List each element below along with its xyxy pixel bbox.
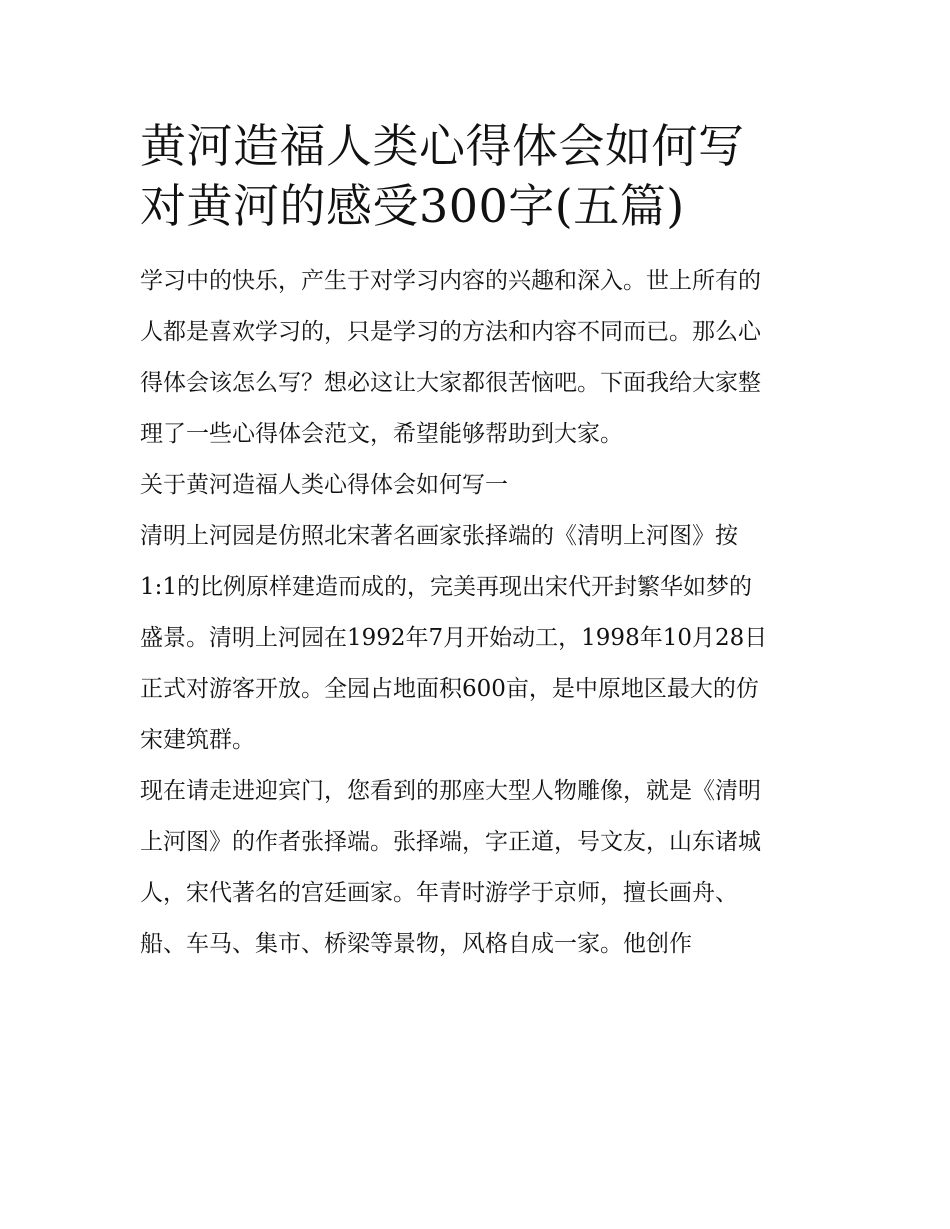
- text-line: 关于黄河造福人类心得体会如何写一: [140, 472, 508, 498]
- text-line: 宋建筑群。: [140, 727, 255, 753]
- title-line: 对黄河的感受300字(五篇): [140, 179, 685, 233]
- text-line: 现在请走进迎宾门，您看到的那座大型人物雕像，就是《清明: [140, 778, 761, 804]
- text-line: 船、车马、集市、桥梁等景物，风格自成一家。他创作: [140, 931, 692, 957]
- text-line: 理了一些心得体会范文，希望能够帮助到大家。: [140, 421, 623, 447]
- text-line: 清明上河园是仿照北宋著名画家张择端的《清明上河图》按: [140, 523, 738, 549]
- text-line: 人，宋代著名的宫廷画家。年青时游学于京师，擅长画舟、: [140, 880, 738, 906]
- paragraph-intro: [140, 256, 812, 460]
- text-line: 上河图》的作者张择端。张择端，字正道，号文友，山东诸城: [140, 829, 761, 855]
- text-line: 盛景。清明上河园在1992年7月开始动工，1998年10月28日: [140, 625, 768, 651]
- document-title: [140, 116, 812, 236]
- document-body: [140, 256, 812, 970]
- text-line: 正式对游客开放。全园占地面积600亩，是中原地区最大的仿: [140, 676, 759, 702]
- title-line: 黄河造福人类心得体会如何写: [140, 119, 745, 173]
- text-line: 人都是喜欢学习的，只是学习的方法和内容不同而已。那么心: [140, 319, 761, 345]
- text-line: 1:1的比例原样建造而成的，完美再现出宋代开封繁华如梦的: [140, 574, 753, 600]
- text-line: 学习中的快乐，产生于对学习内容的兴趣和深入。世上所有的: [140, 268, 761, 294]
- paragraph-park-intro: [140, 511, 812, 766]
- document-page: [140, 116, 812, 970]
- section-heading: [140, 460, 812, 511]
- text-line: 得体会该怎么写？想必这让大家都很苦恼吧。下面我给大家整: [140, 370, 761, 396]
- paragraph-statue: [140, 766, 812, 970]
